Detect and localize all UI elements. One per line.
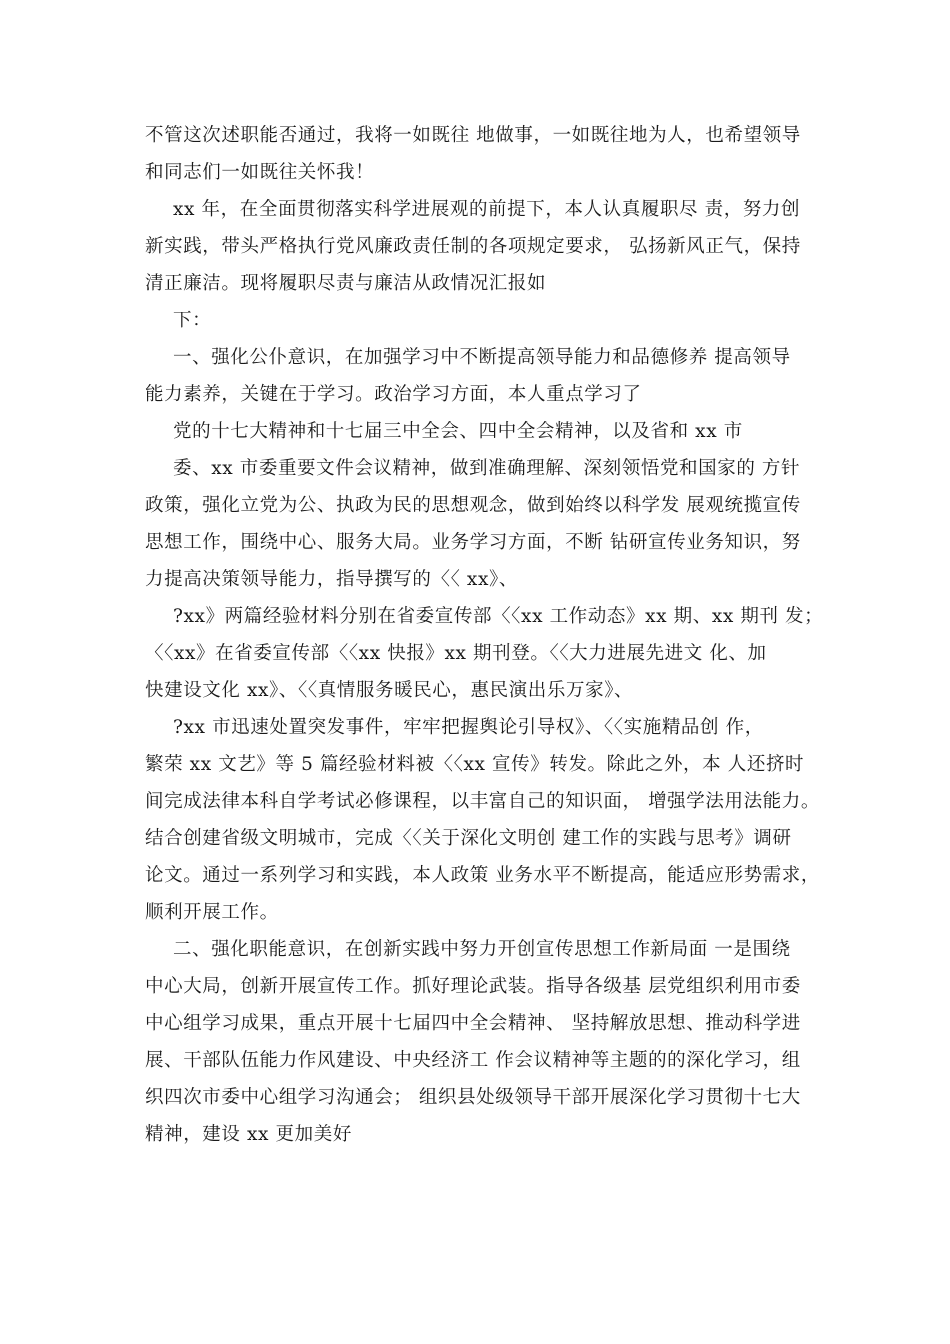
text-line: 二、强化职能意识，在创新实践中努力开创宣传思想工作新局面 一是围绕 bbox=[173, 939, 791, 960]
text-line: 中心大局，创新开展宣传工作。抓好理论武装。指导各级基 层党组织利用市委 bbox=[145, 976, 801, 997]
text-line: 顺利开展工作。 bbox=[145, 902, 279, 923]
text-line: 展、干部队伍能力作风建设、中央经济工 作会议精神等主题的的深化学习，组 bbox=[145, 1050, 801, 1071]
text-line: 精神，建设 xx 更加美好 bbox=[145, 1124, 352, 1145]
text-line: 思想工作，围绕中心、服务大局。业务学习方面，不断 钻研宣传业务知识，努 bbox=[145, 532, 801, 553]
text-line: 快建设文化 xx》、〈〈真情服务暖民心，惠民演出乐万家》、 bbox=[145, 680, 634, 701]
text-line: 繁荣 xx 文艺》等 5 篇经验材料被〈〈xx 宣传》转发。除此之外，本 人还挤时 bbox=[145, 754, 805, 775]
text-line: 委、xx 市委重要文件会议精神，做到准确理解、深刻领悟党和国家的 方针 bbox=[173, 458, 801, 479]
text-line: 织四次市委中心组学习沟通会； 组织县处级领导干部开展深化学习贯彻十七大 bbox=[145, 1087, 801, 1108]
text-line: 不管这次述职能否通过，我将一如既往 地做事，一如既往地为人，也希望领导 bbox=[145, 125, 801, 146]
text-line: 能力素养，关键在于学习。政治学习方面，本人重点学习了 bbox=[145, 384, 642, 405]
text-line: 下： bbox=[173, 310, 212, 331]
text-line: 新实践，带头严格执行党风廉政责任制的各项规定要求， 弘扬新风正气，保持 bbox=[145, 236, 801, 257]
text-line: 清正廉洁。现将履职尽责与廉洁从政情况汇报如 bbox=[145, 273, 547, 294]
text-line: 力提高决策领导能力，指导撰写的〈〈 xx》、 bbox=[145, 569, 518, 590]
text-line: 间完成法律本科自学考试必修课程，以丰富自己的知识面， 增强学法用法能力。 bbox=[145, 791, 820, 812]
text-line: 政策，强化立党为公、执政为民的思想观念，做到始终以科学发 展观统揽宣传 bbox=[145, 495, 801, 516]
text-line: ?xx》两篇经验材料分别在省委宣传部〈〈xx 工作动态》xx 期、xx 期刊 发； bbox=[173, 606, 824, 627]
text-line: 中心组学习成果，重点开展十七届四中全会精神、 坚持解放思想、推动科学进 bbox=[145, 1013, 801, 1034]
text-line: 一、强化公仆意识，在加强学习中不断提高领导能力和品德修养 提高领导 bbox=[173, 347, 791, 368]
text-line: 论文。通过一系列学习和实践，本人政策 业务水平不断提高，能适应形势需求， bbox=[145, 865, 820, 886]
text-line: 党的十七大精神和十七届三中全会、四中全会精神，以及省和 xx 市 bbox=[173, 421, 743, 442]
text-line: ?xx 市迅速处置突发事件，牢牢把握舆论引导权》、〈〈实施精品创 作， bbox=[173, 717, 764, 738]
text-line: xx 年，在全面贯彻落实科学进展观的前提下，本人认真履职尽 责，努力创 bbox=[173, 199, 801, 220]
text-line: 〈〈xx》在省委宣传部〈〈xx 快报》xx 期刊登。〈〈大力进展先进文 化、加 bbox=[145, 643, 767, 664]
text-line: 和同志们一如既往关怀我！ bbox=[145, 162, 375, 183]
text-line: 结合创建省级文明城市，完成〈〈关于深化文明创 建工作的实践与思考》调研 bbox=[145, 828, 792, 849]
